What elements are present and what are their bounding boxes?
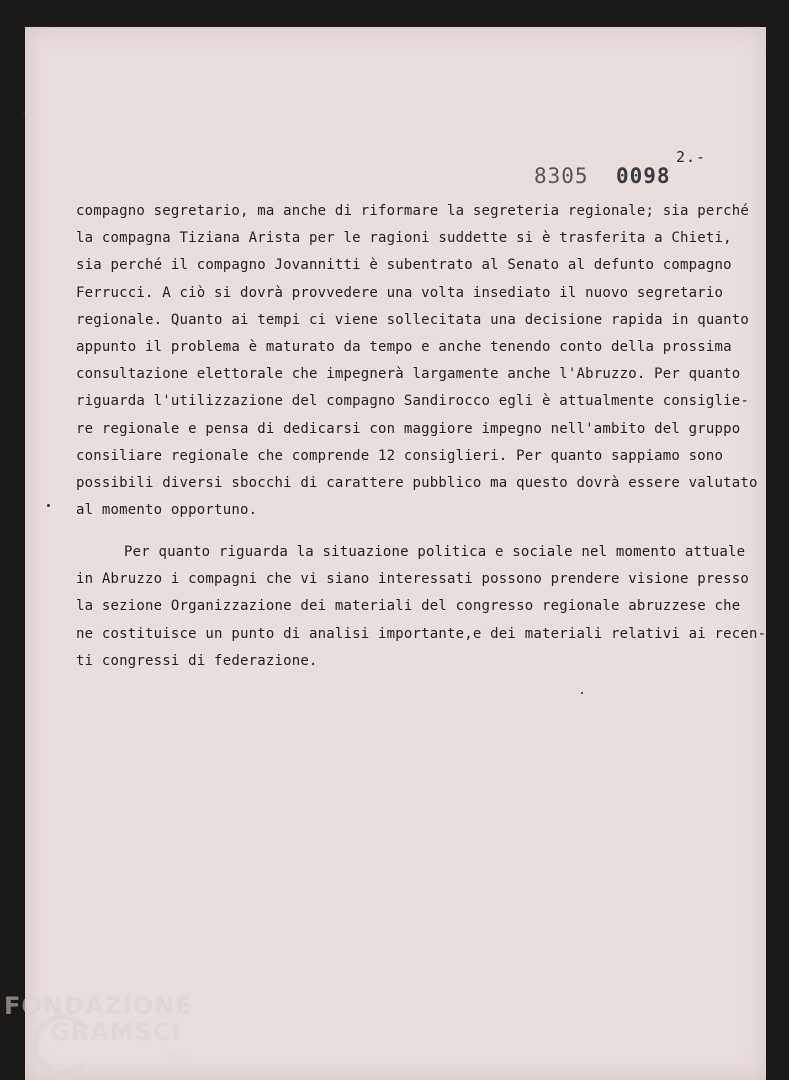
text-line: la sezione Organizzazione dei materiali del congresso regionale abruzzese che [76,598,741,615]
text-line: consiliare regionale che comprende 12 consiglieri. Per quanto sappiamo sono [76,447,724,464]
text-line: in Abruzzo i compagni che vi siano interessati possono prendere visione presso [76,571,750,588]
paper-speck [581,692,583,694]
watermark-logo [4,992,193,1063]
paragraph-1 [76,198,758,524]
paper-speck [47,504,50,507]
paper-speck [23,113,25,115]
text-line: ti congressi di federazione. [76,652,318,669]
text-line: riguarda l'utilizzazione del compagno Sandirocco egli è attualmente consiglie- [76,393,750,410]
watermark-line-3: onlus [164,1052,191,1063]
archive-stamp-right: 0098 [616,164,671,188]
watermark-line-2: GRAMSCI [50,1018,182,1046]
text-line: consultazione elettorale che impegnerà largamente anche l'Abruzzo. Per quanto [76,366,741,383]
text-line: re regionale e pensa di dedicarsi con maggiore impegno nell'ambito del gruppo [76,420,741,437]
watermark-line-1: FONDAZIONE [4,992,193,1020]
text-line: ne costituisce un punto di analisi importante,e dei materiali relativi ai recen- [76,625,767,642]
text-line: la compagna Tiziana Arista per le ragioni suddette si è trasferita a Chieti, [76,230,732,247]
text-line: sia perché il compagno Jovannitti è subentrato al Senato al defunto compagno [76,257,732,274]
page-number: 2.- [676,148,707,166]
text-line: possibili diversi sbocchi di carattere pubblico ma questo dovrà essere valutato [76,475,758,492]
text-line: al momento opportuno. [76,502,258,519]
archive-stamp-left: 8305 [534,164,589,188]
text-line: appunto il problema è maturato da tempo e anche tenendo conto della prossima [76,339,732,356]
text-line: compagno segretario, ma anche di riformare la segreteria regionale; sia perché [76,203,750,219]
text-line: Per quanto riguarda la situazione politica e sociale nel momento attuale [124,544,746,560]
text-line: Ferrucci. A ciò si dovrà provvedere una volta insediato il nuovo segretario [76,284,724,301]
paragraph-2 [76,539,767,675]
text-line: regionale. Quanto ai tempi ci viene sollecitata una decisione rapida in quanto [76,311,750,328]
